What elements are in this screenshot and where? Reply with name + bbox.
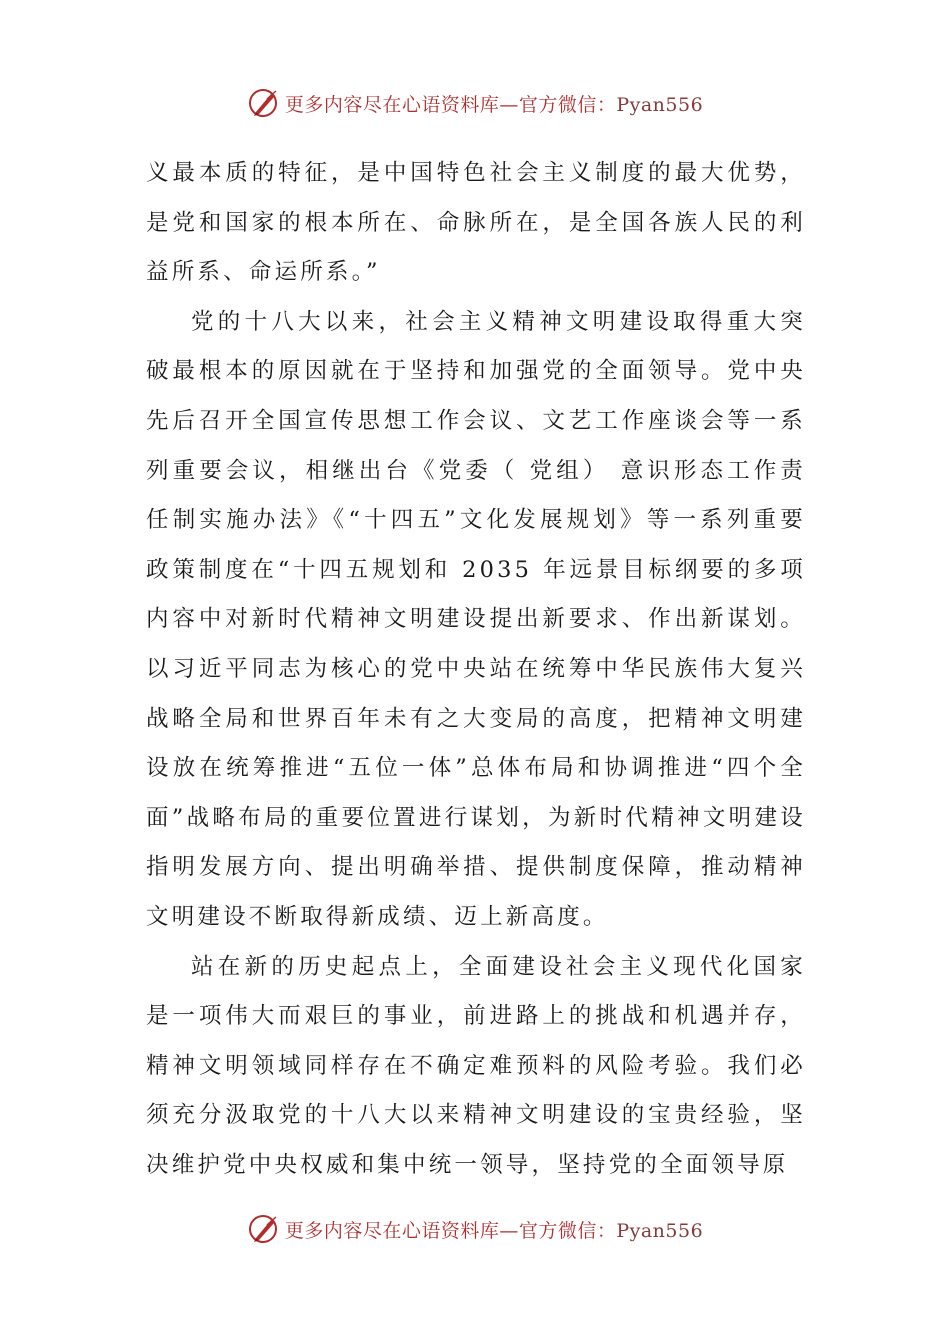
footer-banner [0,1209,950,1249]
paragraph: 党的十八大以来，社会主义精神文明建设取得重大突破最根本的原因就在于坚持和加强党的全面领导。党中央先后召开全国宣传思想工作会议、文艺工作座谈会等一系列重要会议，相继出台《党委（ 党组） 意识形态工作责任制实施办法》《“十四五”文化发展规划》等一系列重要政策制度在“十四五规划和 2035 年远景目标纲要的多项内容中对新时代精神文明建设提出新要求、作出新谋划。以习近平同志为核心的党中央站在统筹中华民族伟大复兴战略全局和世界百年未有之大变局的高度，把精神文明建设放在统筹推进“五位一体”总体布局和协调推进“四个全面”战略布局的重要位置进行谋划，为新时代精神文明建设指明发展方向、提出明确举措、提供制度保障，推动精神文明建设不断取得新成绩、迈上新高度。 [146,308,806,930]
wechat-id: Pyan556 [616,93,704,116]
banner-text: 更多内容尽在心语资料库—官方微信：Pyan556 [284,1219,704,1242]
paragraph: 站在新的历史起点上，全面建设社会主义现代化国家是一项伟大而艰巨的事业，前进路上的挑战和机遇并存，精神文明领域同样存在不确定难预料的风险考验。我们必须充分汲取党的十八大以来精神文明建设的宝贵经验，坚决维护党中央权威和集中统一领导，坚持党的全面领导原 [146,953,806,1178]
banner-text: 更多内容尽在心语资料库—官方微信：Pyan556 [284,93,704,116]
paragraph-continued: 义最本质的特征，是中国特色社会主义制度的最大优势，是党和国家的根本所在、命脉所在，是全国各族人民的利益所系、命运所系。” [146,160,806,286]
quill-pen-logo-icon [247,86,281,120]
document-body [146,149,806,1190]
header-banner [0,83,950,123]
quill-pen-logo-icon [247,1212,281,1246]
wechat-id: Pyan556 [616,1219,704,1242]
